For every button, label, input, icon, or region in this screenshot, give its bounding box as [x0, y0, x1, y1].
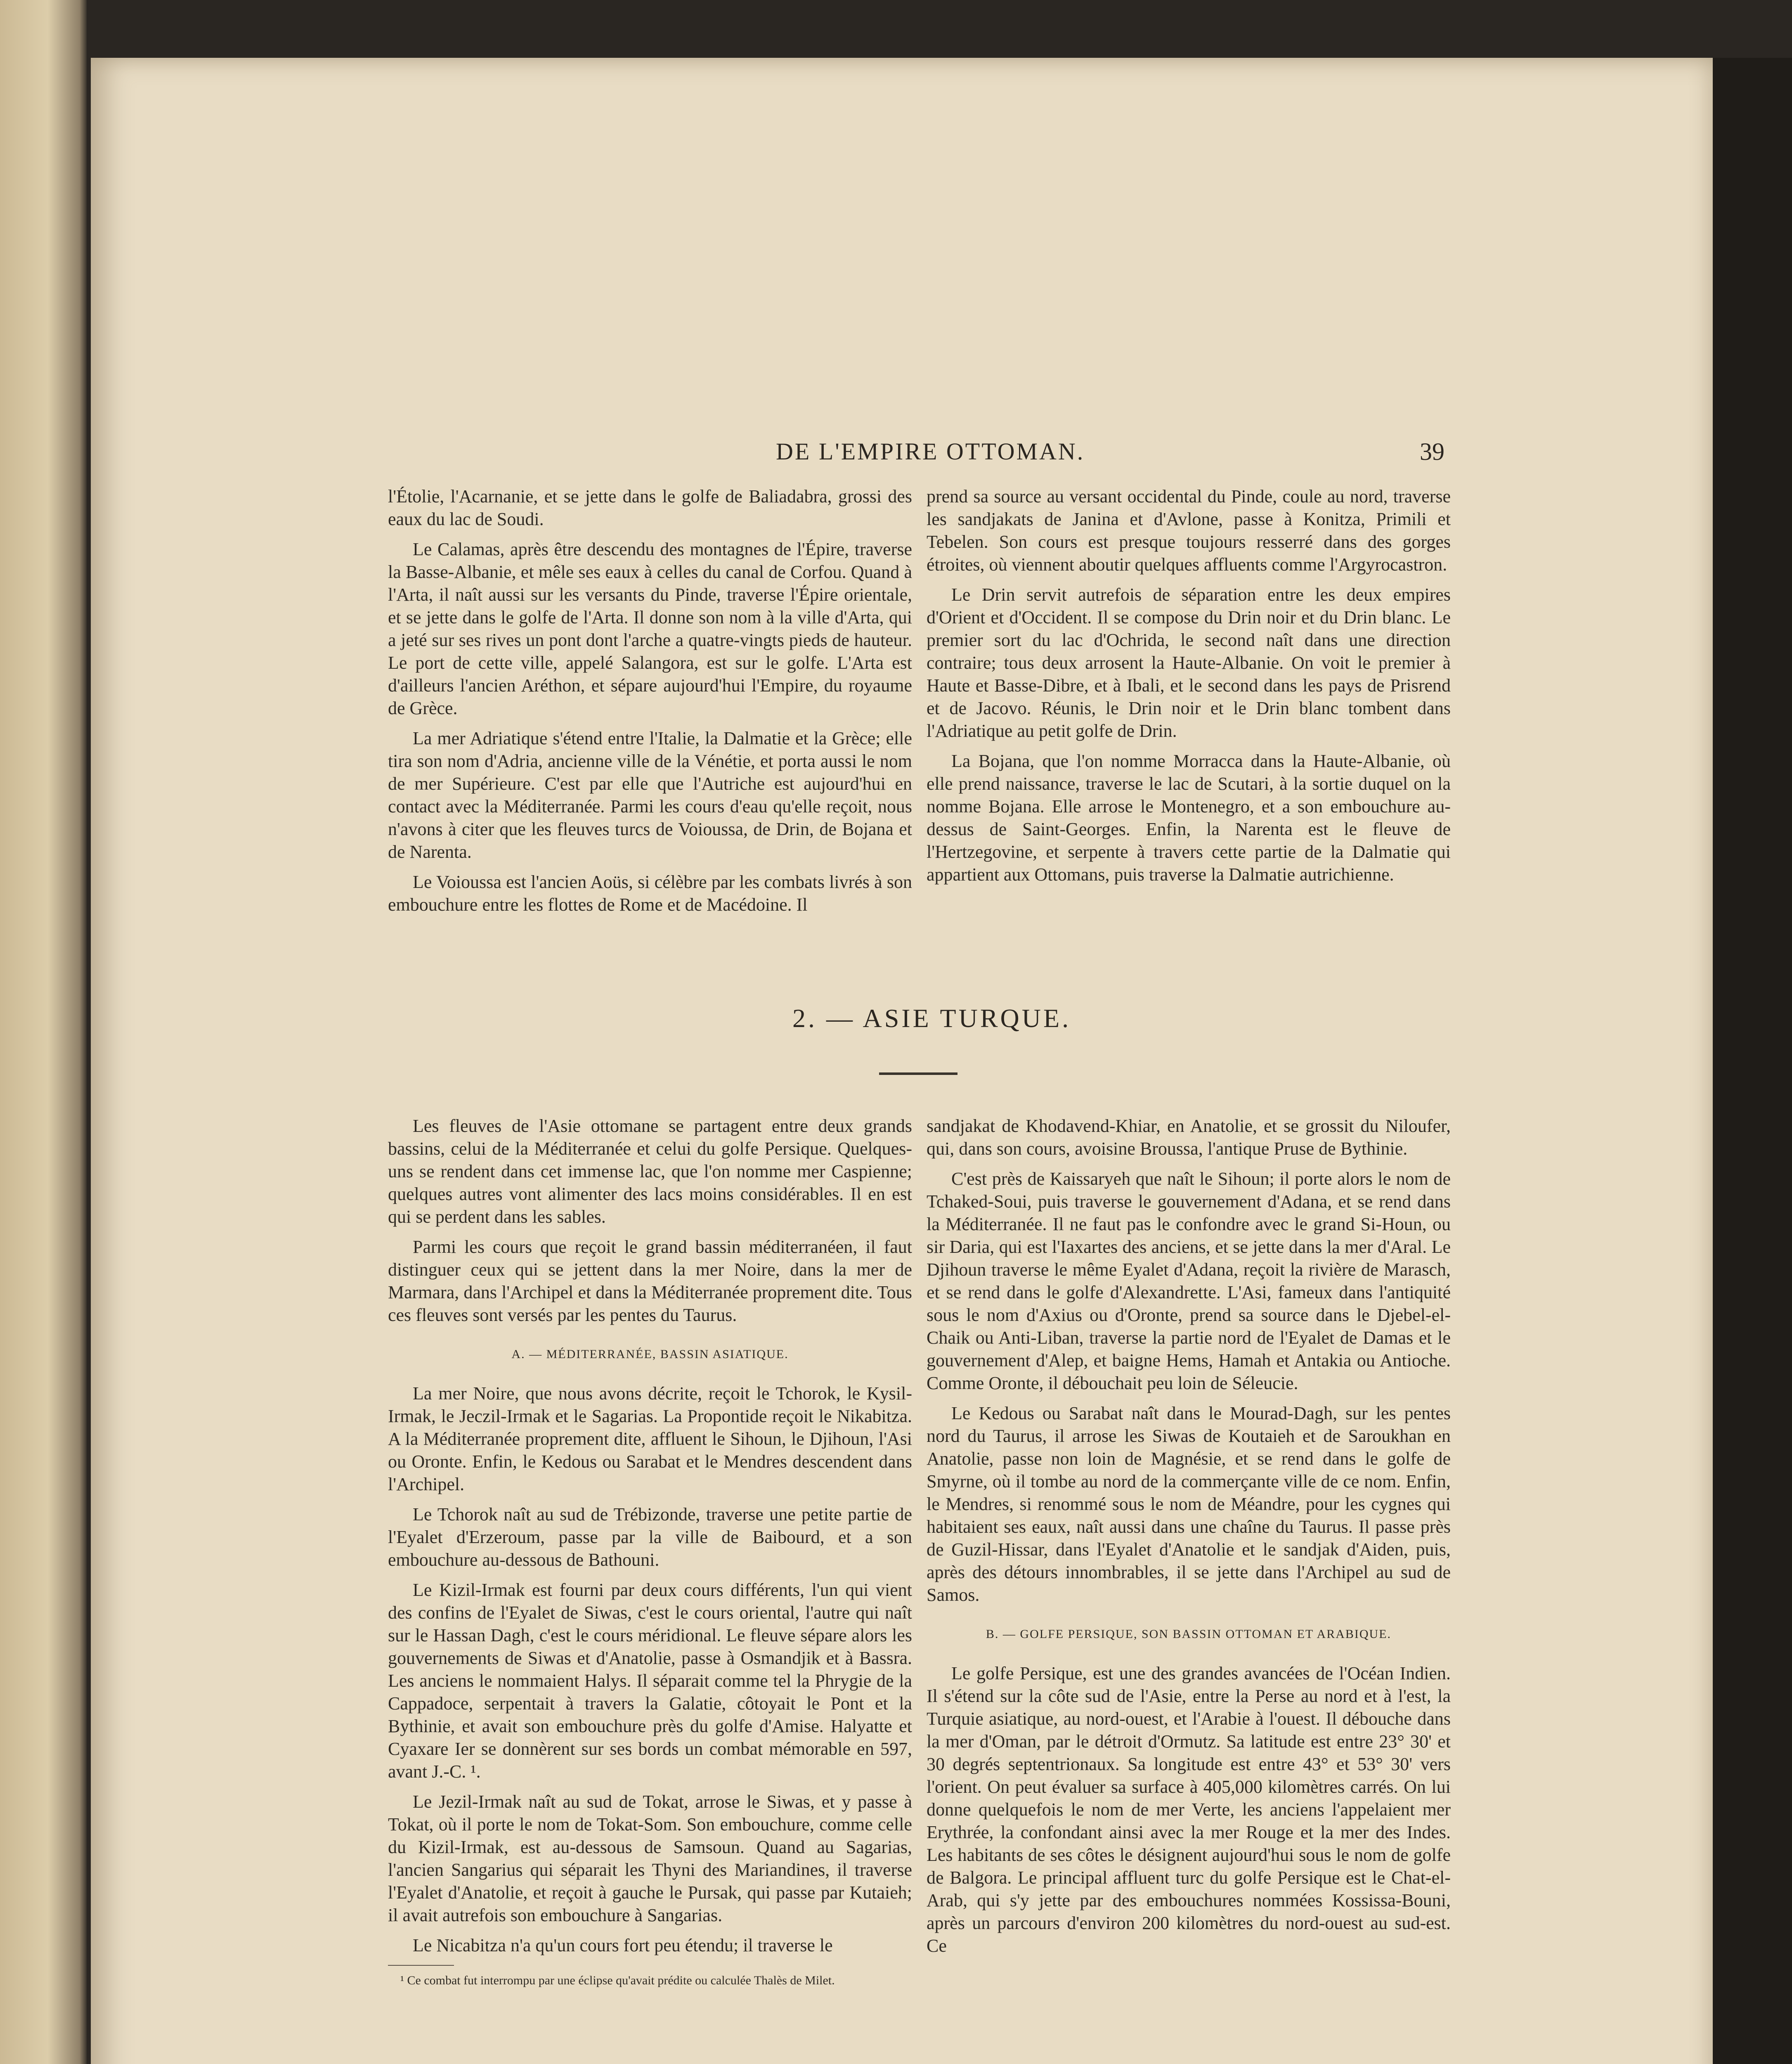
paragraph: C'est près de Kaissaryeh que naît le Sihoun; il porte alors le nom de Tchaked-Soui, puis traverse le gouvernement d'Adana, et se rend dans la Méditerranée. Il ne faut pas le confondre avec le grand Si-Houn, ou sir Daria, qui est l'Iaxartes des anciens, et se jette dans la mer d'Aral. Le Djihoun traverse le même Eyalet d'Adana, reçoit la rivière de Marasch, et se rend dans le golfe d'Alexandrette. L'Asi, fameux dans l'antiquité sous le nom d'Axius ou d'Oronte, prend sa source dans le Djebel-el-Chaik ou Anti-Liban, traverse la partie nord de l'Eyalet de Damas et le gouvernement d'Alep, et baigne Hems, Hamah et Antakia ou Antioche. Comme Oronte, il débouchait peu loin de Séleucie. — [927, 1169, 1451, 1393]
paragraph: l'Étolie, l'Acarnanie, et se jette dans le golfe de Baliadabra, grossi des eaux du lac de Soudi. — [388, 486, 912, 529]
paragraph: prend sa source au versant occidental du Pinde, coule au nord, traverse les sandjakats de Janina et d'Avlone, passe à Konitza, Primili et Tebelen. Son cours est presque toujours resserré dans des gorges étroites, où viennent aboutir quelques affluents comme l'Argyrocastron. — [927, 486, 1451, 575]
paragraph: sandjakat de Khodavend-Khiar, en Anatolie, et se grossit du Niloufer, qui, dans son cours, avoisine Broussa, l'antique Pruse de Bythinie. — [927, 1116, 1451, 1159]
facing-page-edge — [0, 0, 87, 2064]
scan-background — [1713, 58, 1792, 2064]
paragraph: Le Voioussa est l'ancien Aoüs, si célèbre par les combats livrés à son embouchure entre les flottes de Rome et de Macédoine. Il — [388, 872, 912, 915]
paragraph: Le Drin servit autrefois de séparation entre les deux empires d'Orient et d'Occident. Il se compose du Drin noir et du Drin blanc. Le premier sort du lac d'Ochrida, le second naît dans une direction contraire; tous deux arrosent la Haute-Albanie. On voit le premier à Haute et Basse-Dibre, et à Ibali, et le second dans les pays de Prisrend et de Jacovo. Réunis, le Drin noir et le Drin blanc tombent dans l'Adriatique au petit golfe de Drin. — [927, 585, 1451, 741]
paragraph: La mer Noire, que nous avons décrite, reçoit le Tchorok, le Kysil-Irmak, le Jeczil-Irmak et le Sagarias. La Propontide reçoit le Nikabitza. A la Méditerranée proprement dite, affluent le Sihoun, le Djihoun, l'Asi ou Oronte. Enfin, le Kedous ou Sarabat et le Mendres descendent dans l'Archipel. — [388, 1383, 912, 1494]
paragraph: La Bojana, que l'on nomme Morracca dans la Haute-Albanie, où elle prend naissance, traverse le lac de Scutari, à la sortie duquel on la nomme Bojana. Elle arrose le Montenegro, et a son embouchure au-dessus de Saint-Georges. Enfin, la Narenta est le fleuve de l'Hertzegovine, et serpente à travers cette partie de la Dalmatie qui appartient aux Ottomans, puis traverse la Dalmatie autrichienne. — [927, 751, 1451, 885]
bottom-left-column — [388, 1115, 912, 2064]
paragraph: Le Kizil-Irmak est fourni par deux cours différents, l'un qui vient des confins de l'Eyalet de Siwas, c'est le cours oriental, l'autre qui naît sur le Hassan Dagh, c'est le cours méridional. Le fleuve sépare alors les gouvernements de Siwas et d'Anatolie, passe à Osmandjik et à Bassra. Les anciens le nommaient Halys. Il séparait comme tel la Phrygie de la Cappadoce, serpentait à travers la Galatie, côtoyait le Pont et la Bythinie, et avait son embouchure près du golfe d'Amise. Halyatte et Cyaxare Ier se donnèrent sur ses bords un combat mémorable en 597, avant J.-C. ¹. — [388, 1580, 912, 1782]
top-right-column — [927, 485, 1451, 1013]
footnote-rule — [388, 1965, 454, 1966]
bottom-right-column — [927, 1115, 1451, 2064]
footnote: ¹ Ce combat fut interrompu par une éclipse qu'avait prédite ou calculée Thalès de Milet. — [400, 1974, 835, 1987]
top-left-column — [388, 485, 912, 1013]
paragraph: Les fleuves de l'Asie ottomane se partagent entre deux grands bassins, celui de la Méditerranée et celui du golfe Persique. Quelques-uns se rendent dans cet immense lac, que l'on nomme mer Caspienne; quelques autres vont alimenter des lacs moins considérables. Il en est qui se perdent dans les sables. — [388, 1116, 912, 1227]
subheading-golfe-persique: B. — GOLFE PERSIQUE, SON BASSIN OTTOMAN ET ARABIQUE. — [986, 1627, 1392, 1641]
paragraph: Le Jezil-Irmak naît au sud de Tokat, arrose le Siwas, et y passe à Tokat, où il porte le nom de Tokat-Som. Son embouchure, comme celle du Kizil-Irmak, est au-dessous de Samsoun. Quand au Sagarias, l'ancien Sangarius qui séparait les Thyni des Mariandines, il traverse l'Eyalet d'Anatolie, et reçoit à gauche le Pursak, qui passe par Kutaieh; il avait autrefois son embouchure à Sangarias. — [388, 1792, 912, 1925]
paragraph: Le Tchorok naît au sud de Trébizonde, traverse une petite partie de l'Eyalet d'Erzeroum, passe par la ville de Baibourd, et a son embouchure au-dessous de Bathouni. — [388, 1504, 912, 1570]
subheading-mediterranee: A. — MÉDITERRANÉE, BASSIN ASIATIQUE. — [511, 1347, 789, 1361]
page-number: 39 — [1420, 438, 1444, 465]
paragraph: La mer Adriatique s'étend entre l'Italie, la Dalmatie et la Grèce; elle tira son nom d'Adria, ancienne ville de la Vénétie, et porta aussi le nom de mer Supérieure. C'est par elle que l'Autriche est aujourd'hui en contact avec la Méditerranée. Parmi les cours d'eau qu'elle reçoit, nous n'avons à citer que les fleuves turcs de Voioussa, de Drin, de Bojana et de Narenta. — [388, 728, 912, 862]
paragraph: Le Nicabitza n'a qu'un cours fort peu étendu; il traverse le — [413, 1935, 833, 1955]
paragraph: Le golfe Persique, est une des grandes avancées de l'Océan Indien. Il s'étend sur la côte sud de l'Asie, entre la Perse au nord et à l'est, la Turquie asiatique, au nord-ouest, et l'Arabie à l'ouest. Il débouche dans la mer d'Oman, par le détroit d'Ormutz. Sa latitude est entre 23° 30' et 30 degrés septentrionaux. Sa longitude est entre 43° et 53° 30' vers l'orient. On peut évaluer sa surface à 405,000 kilomètres carrés. On lui donne quelquefois le nom de mer Verte, les anciens l'appelaient mer Erythrée, la confondant ainsi avec la mer Rouge et la mer des Indes. Les habitants de ses côtes le désignent aujourd'hui sous le nom de golfe de Balgora. Le principal affluent turc du golfe Persique est le Chat-el-Arab, qui s'y jette par des embouchures nommées Kossissa-Bouni, après un parcours d'environ 200 kilomètres du nord-ouest au sud-est. Ce — [927, 1663, 1451, 1956]
section-heading: 2. — ASIE TURQUE. — [792, 1004, 1071, 1033]
heading-rule — [879, 1072, 957, 1075]
paragraph: Le Calamas, après être descendu des montagnes de l'Épire, traverse la Basse-Albanie, et mêle ses eaux à celles du canal de Corfou. Quand à l'Arta, il naît aussi sur les versants du Pinde, traverse l'Épire orientale, et se jette dans le golfe de l'Arta. Il donne son nom à la ville d'Arta, qui a jeté sur ses rives un pont dont l'arche a quatre-vingts pieds de hauteur. Le port de cette ville, appelé Salangora, est sur le golfe. L'Arta est d'ailleurs l'ancien Aréthon, et sépare aujourd'hui l'Empire, du royaume de Grèce. — [388, 539, 912, 718]
paragraph: Le Kedous ou Sarabat naît dans le Mourad-Dagh, sur les pentes nord du Taurus, il arrose les Siwas de Koutaieh et de Saroukhan en Anatolie, passe non loin de Magnésie, et se rend dans le golfe de Smyrne, où il tombe au nord de la commerçante ville de ce nom. Enfin, le Mendres, si renommé sous le nom de Méandre, pour les cygnes qui habitaient ses eaux, naît aussi dans une chaîne du Taurus. Il passe près de Guzil-Hissar, dans l'Eyalet d'Anatolie et le sandjak d'Aiden, puis, après des détours innombrables, il se jette dans l'Archipel au sud de Samos. — [927, 1403, 1451, 1605]
paragraph: Parmi les cours que reçoit le grand bassin méditerranéen, il faut distinguer ceux qui se jettent dans la mer Noire, dans la mer de Marmara, dans l'Archipel et dans la Méditerranée proprement dite. Tous ces fleuves sont versés par les pentes du Taurus. — [388, 1237, 912, 1325]
running-head: DE L'EMPIRE OTTOMAN. — [776, 438, 1085, 465]
